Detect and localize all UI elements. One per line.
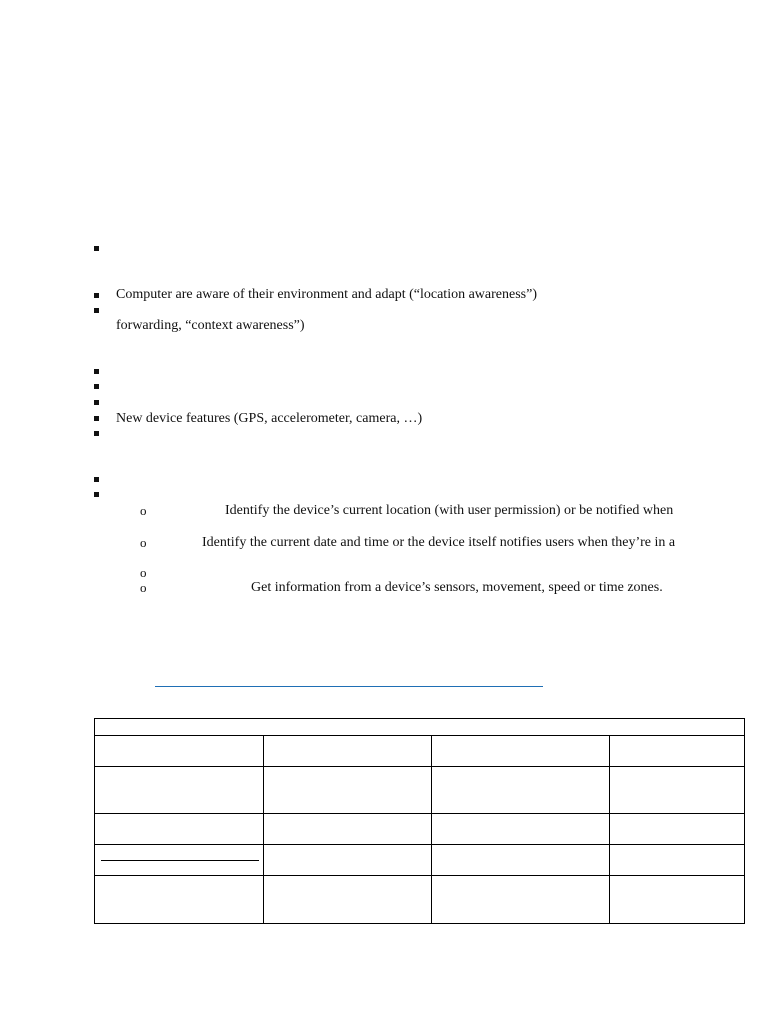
sub-item-marker: o bbox=[140, 503, 147, 518]
table-cell bbox=[95, 876, 264, 924]
bullet-marker bbox=[94, 384, 99, 389]
table-row bbox=[95, 845, 745, 876]
sub-item-time-text: Identify the current date and time or the device itself notifies users when they’re in a bbox=[202, 535, 676, 550]
bullet-marker bbox=[94, 416, 99, 421]
sub-item-marker: o bbox=[140, 565, 147, 580]
table-cell bbox=[95, 845, 264, 876]
table-cell bbox=[610, 767, 745, 814]
table-row bbox=[95, 767, 745, 814]
device-features-text: New device features (GPS, accelerometer, camera, …) bbox=[116, 411, 423, 426]
table-cell bbox=[610, 814, 745, 845]
table-cell bbox=[264, 876, 432, 924]
location-awareness-text: Computer are aware of their environment and adapt (“location awareness”) bbox=[116, 287, 537, 302]
sub-item-sensors-text: Get information from a device’s sensors, movement, speed or time zones. bbox=[251, 580, 663, 595]
table-cell bbox=[264, 736, 432, 767]
table-cell bbox=[610, 736, 745, 767]
table-cell bbox=[432, 845, 610, 876]
table-cell bbox=[432, 736, 610, 767]
table-cell bbox=[432, 814, 610, 845]
table-cell bbox=[264, 814, 432, 845]
table-cell bbox=[95, 736, 264, 767]
table-cell bbox=[264, 767, 432, 814]
table-row bbox=[95, 814, 745, 845]
hyperlink-underline[interactable] bbox=[155, 686, 543, 687]
sub-item-marker: o bbox=[140, 535, 147, 550]
bullet-marker bbox=[94, 492, 99, 497]
sub-item-marker: o bbox=[140, 580, 147, 595]
table-cell bbox=[95, 767, 264, 814]
bullet-marker bbox=[94, 293, 99, 298]
bullet-marker bbox=[94, 477, 99, 482]
table-header-row bbox=[95, 719, 745, 736]
table-cell bbox=[95, 814, 264, 845]
bullet-marker bbox=[94, 369, 99, 374]
table-header-cell bbox=[95, 719, 745, 736]
bullet-marker bbox=[94, 246, 99, 251]
bullet-marker bbox=[94, 400, 99, 405]
table-cell bbox=[610, 845, 745, 876]
table-cell bbox=[432, 876, 610, 924]
bullet-marker bbox=[94, 431, 99, 436]
table-row bbox=[95, 736, 745, 767]
bullet-marker bbox=[94, 308, 99, 313]
document-table bbox=[94, 718, 745, 924]
table-row bbox=[95, 876, 745, 924]
cell-underline bbox=[101, 860, 259, 861]
table-cell bbox=[610, 876, 745, 924]
table-cell bbox=[264, 845, 432, 876]
table-cell bbox=[432, 767, 610, 814]
sub-item-location-text: Identify the device’s current location (with user permission) or be notified when bbox=[225, 503, 674, 518]
context-awareness-text: forwarding, “context awareness”) bbox=[116, 318, 305, 333]
